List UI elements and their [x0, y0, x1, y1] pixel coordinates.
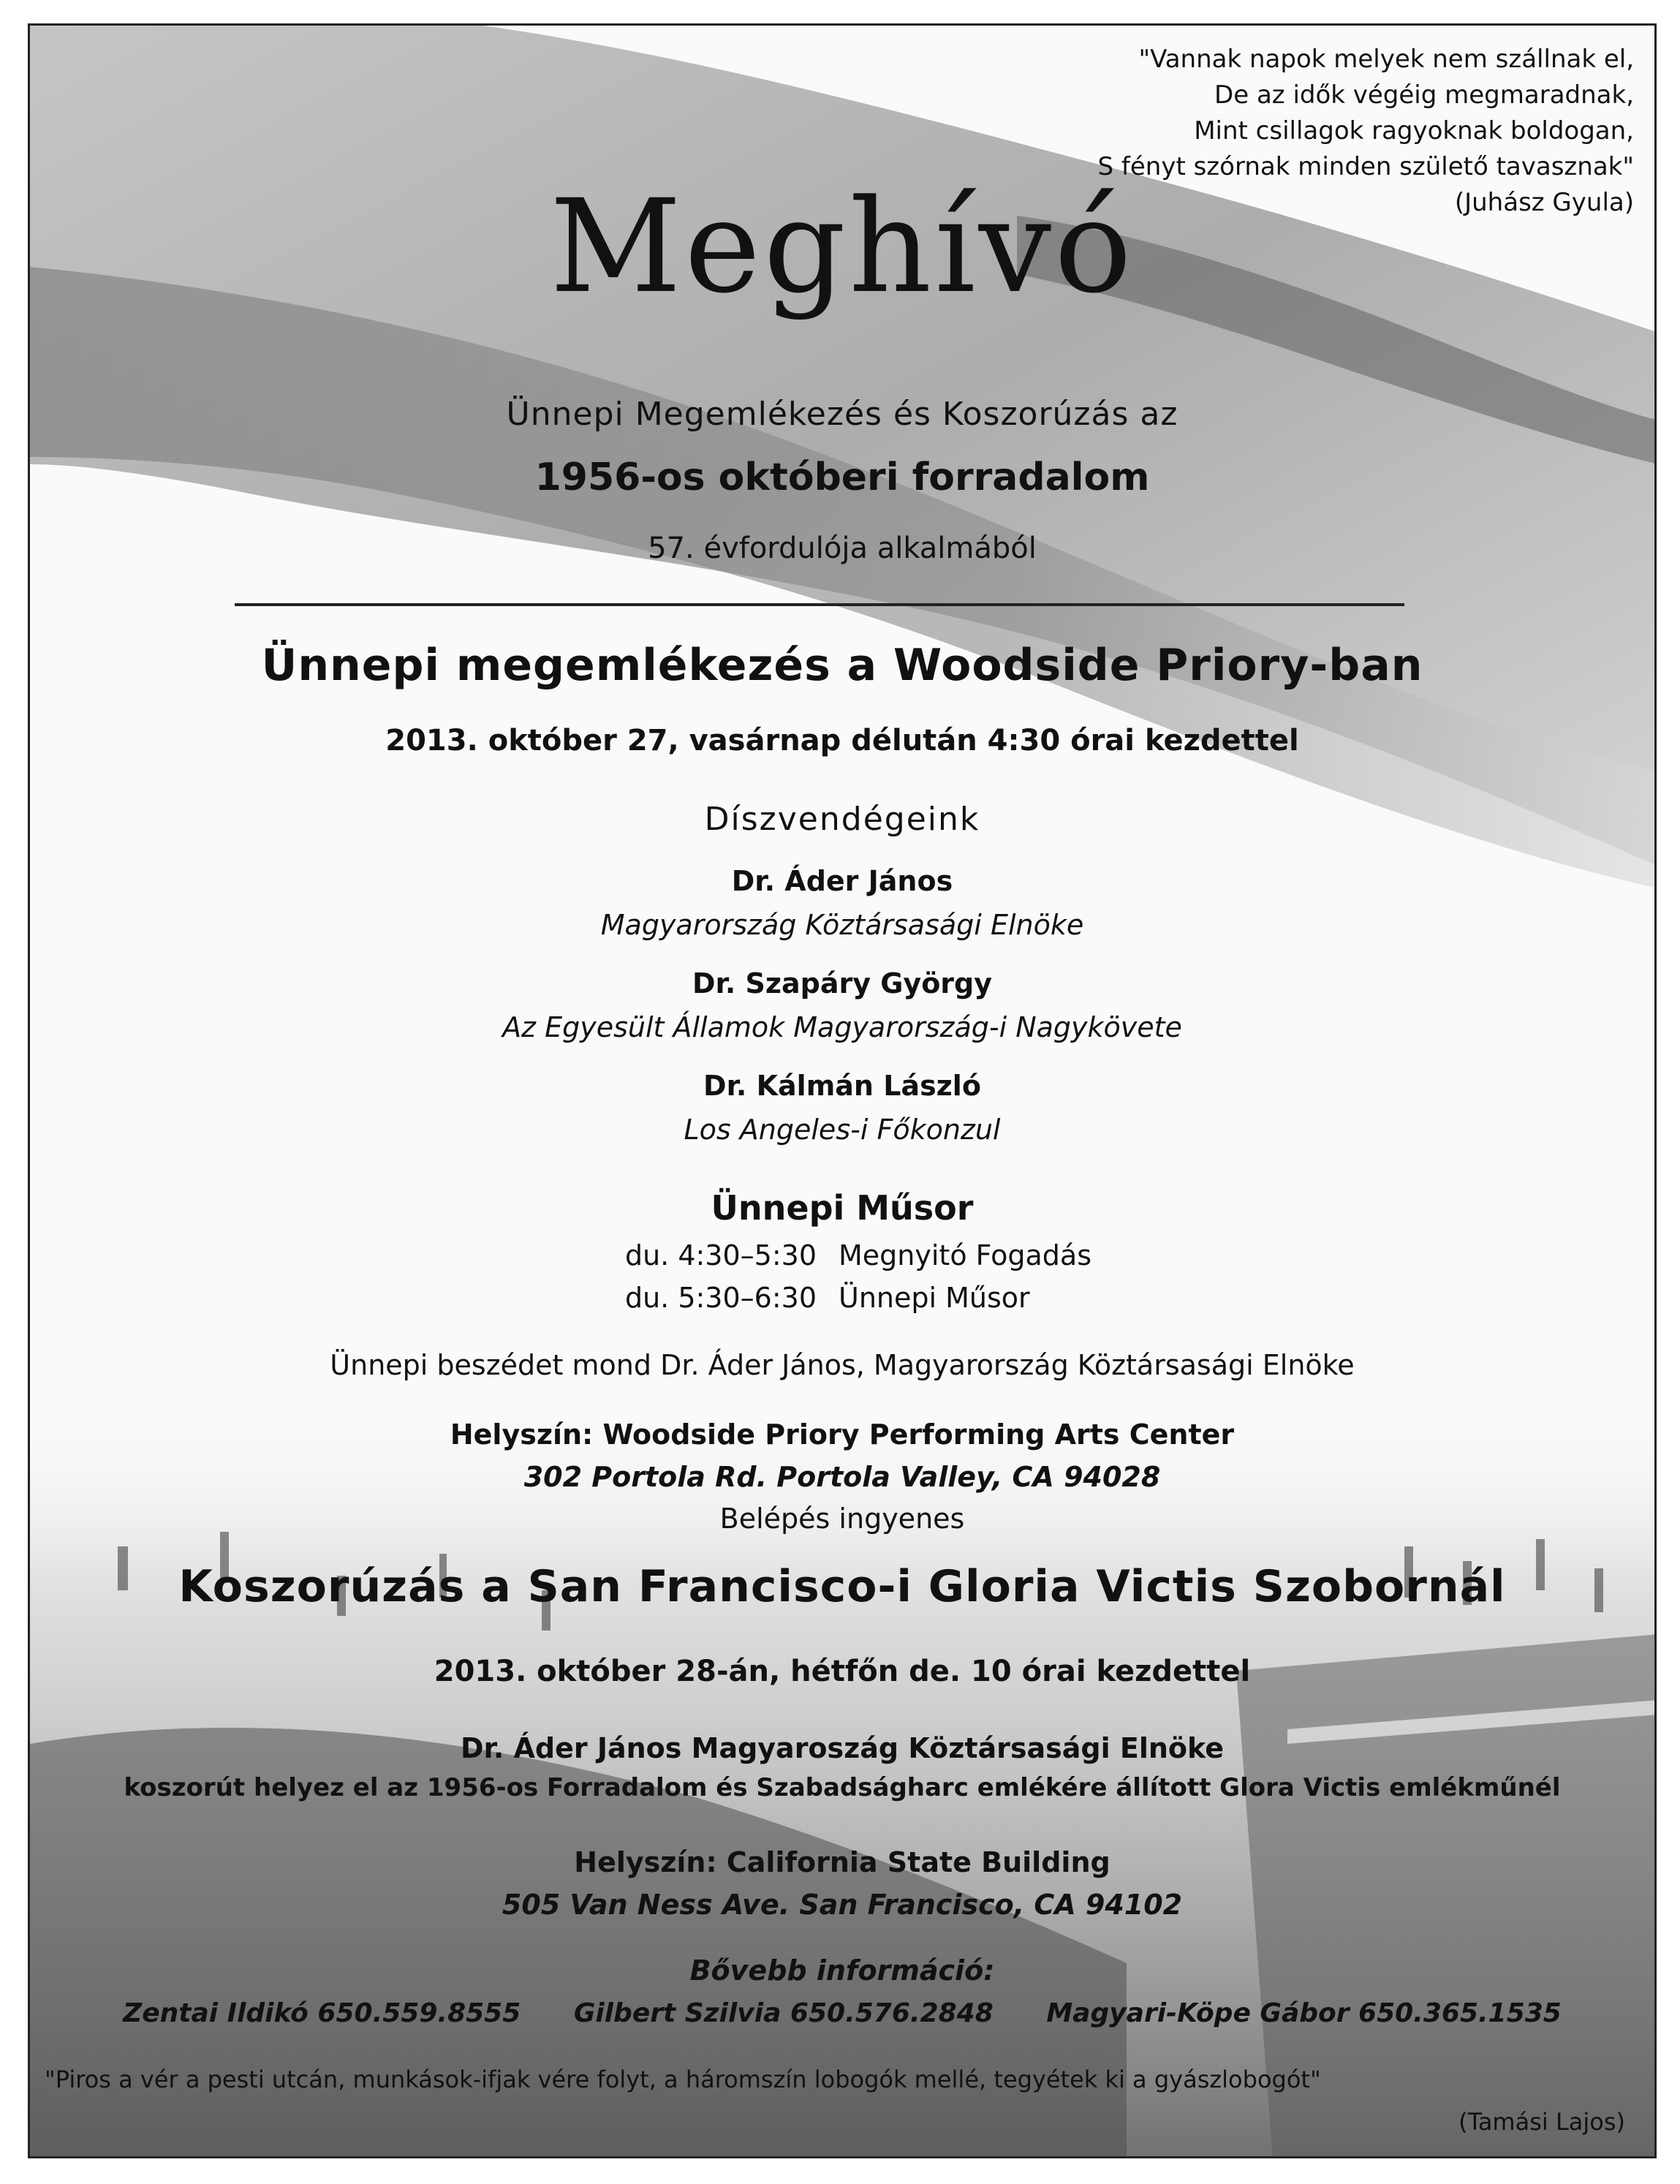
divider — [235, 603, 1404, 606]
guest-role: Magyarország Köztársasági Elnöke — [600, 909, 1084, 941]
top-quote-line: De az idők végéig megmaradnak, — [1214, 80, 1634, 110]
event1-address: 302 Portola Rd. Portola Valley, CA 94028 — [523, 1461, 1161, 1493]
event2-line-2: koszorút helyez el az 1956-os Forradalom és Szabadságharc emlékére állított Glora Victis emlékműnél — [124, 1773, 1561, 1802]
top-quote-line: S fényt szórnak minden születő tavasznak" — [1097, 152, 1634, 181]
subtitle-line-1: Ünnepi Megemlékezés és Koszorúzás az — [506, 396, 1178, 433]
event2-heading: Koszorúzás a San Francisco-i Gloria Victis Szobornál — [178, 1561, 1506, 1612]
program-heading: Ünnepi Műsor — [711, 1188, 974, 1228]
event2-line-1: Dr. Áder János Magyaroszág Köztársasági Elnöke — [460, 1732, 1225, 1764]
subtitle-line-2: 1956-os októberi forradalom — [534, 456, 1150, 499]
invitation-page — [28, 23, 1657, 2158]
program-time: du. 5:30–6:30 — [624, 1282, 817, 1314]
page-title: Meghívó — [549, 172, 1135, 322]
guest-name: Dr. Szapáry György — [692, 967, 993, 1000]
event1-date: 2013. október 27, vasárnap délután 4:30 órai kezdettel — [385, 724, 1299, 757]
program-name: Ünnepi Műsor — [839, 1282, 1030, 1314]
guest-role: Los Angeles-i Főkonzul — [684, 1114, 1001, 1146]
event2-venue: Helyszín: California State Building — [574, 1846, 1110, 1878]
guest-name: Dr. Kálmán László — [703, 1070, 981, 1102]
program-row — [30, 1239, 1654, 1272]
info-heading: Bővebb információ: — [689, 1954, 995, 1987]
program-time: du. 4:30–5:30 — [624, 1239, 817, 1272]
event1-venue: Helyszín: Woodside Priory Performing Arts Center — [450, 1418, 1235, 1451]
guest-role: Az Egyesült Államok Magyarország-i Nagykövete — [502, 1011, 1182, 1043]
program-row — [30, 1282, 1654, 1314]
guests-heading: Díszvendégeink — [704, 801, 980, 838]
contact-item: Gilbert Szilvia 650.576.2848 — [573, 1998, 994, 2028]
bottom-quote: "Piros a vér a pesti utcán, munkások-ifjak vére folyt, a háromszín lobogók mellé, tegyétek ki a gyászlobogót" — [45, 2066, 1321, 2093]
top-quote-author: (Juhász Gyula) — [1454, 188, 1634, 217]
event1-heading: Ünnepi megemlékezés a Woodside Priory-ban — [261, 640, 1423, 691]
speech-note: Ünnepi beszédet mond Dr. Áder János, Magyarország Köztársasági Elnöke — [330, 1349, 1355, 1381]
contact-item: Zentai Ildikó 650.559.8555 — [123, 1998, 521, 2028]
event1-entry: Belépés ingyenes — [719, 1503, 965, 1535]
guest-name: Dr. Áder János — [731, 865, 953, 897]
program-name: Megnyitó Fogadás — [839, 1239, 1092, 1272]
top-quote-line: "Vannak napok melyek nem szállnak el, — [1138, 45, 1634, 74]
top-quote-line: Mint csillagok ragyoknak boldogan, — [1194, 116, 1634, 146]
event2-address: 505 Van Ness Ave. San Francisco, CA 94102 — [502, 1889, 1183, 1921]
bottom-quote-author: (Tamási Lajos) — [1458, 2108, 1625, 2136]
contacts-row — [30, 1998, 1654, 2028]
event2-date: 2013. október 28-án, hétfőn de. 10 órai kezdettel — [434, 1655, 1251, 1688]
contact-item: Magyari-Köpe Gábor 650.365.1535 — [1046, 1998, 1562, 2028]
subtitle-line-3: 57. évfordulója alkalmából — [648, 532, 1037, 565]
